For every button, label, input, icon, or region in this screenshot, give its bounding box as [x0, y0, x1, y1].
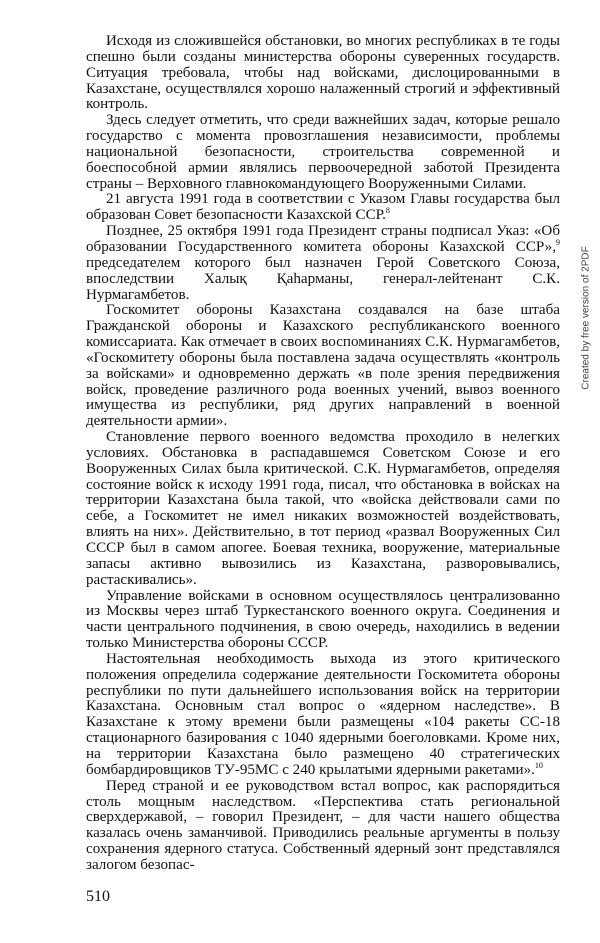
paragraph: Перед страной и ее руководством встал вопрос, как распорядиться столь мощным наследством. «Перспектива стать региональной сверхдержавой, – говорил Президент, – для части нашего общества казалась очень заманчивой. Приводились реальные аргументы в пользу сохранения ядерного статуса. Собственный ядерный зонт представлялся залогом безопас-: [86, 777, 560, 873]
paragraph: Позднее, 25 октября 1991 года Президент страны подписал Указ: «Об образовании Государственного комитета обороны Казахской ССР»,$^9$ председателем которого был назначен Герой Советского Союза, впоследствии Халық Қаһарманы, генерал-лейтенант С.К. Нурмагамбетов.: [86, 223, 560, 303]
watermark: Created by free version of 2PDF: [580, 246, 592, 390]
paragraph: Настоятельная необходимость выхода из этого критического положения определила содержание деятельности Госкомитета обороны республики по пути дальнейшего использования войск на территории Казахстана. Основным стал вопрос о «ядерном наследстве». В Казахстане к этому времени были размещены «104 ракеты СС-18 стационарного базирования с 1040 ядерными боеголовками. Кроме них, на территории Казахстана было размещено 40 стратегических бомбардировщиков ТУ-95МС с 240 крылатыми ядерными ракетами».$^{10}$: [86, 650, 560, 778]
paragraph: 21 августа 1991 года в соответствии с Указом Главы государства был образован Совет безопасности Казахской ССР.$^8$: [86, 191, 560, 224]
paragraph: Управление войсками в основном осуществлялось централизованно из Москвы через штаб Туркестанского военного округа. Соединения и части центрального подчинения, в свою очередь, находились в ведении только Министерства обороны СССР.: [86, 587, 560, 652]
page-number: 510: [86, 888, 110, 905]
footnote-marker: 10: [534, 760, 543, 770]
paragraph: Исходя из сложившейся обстановки, во многих республиках в те годы спешно были созданы министерства обороны суверенных государств. Ситуация требовала, чтобы над войсками, дислоцированными в Казахстане, осуществлялся хорошо налаженный строгий и эффективный контроль.: [86, 33, 560, 113]
paragraph: Госкомитет обороны Казахстана создавался на базе штаба Гражданской обороны и Казахского республиканского военного комиссариата. Как отмечает в своих воспоминаниях С.К. Нурмагамбетов, «Госкомитету обороны была поставлена задача осуществлять «контроль за войсками» и одновременно держать «в поле зрения передвижения войск, проведение различного рода военных учений, вывоз военного имущества из республики, ряд других направлений в военной деятельности армии».: [86, 302, 560, 430]
footnote-marker: 8: [385, 206, 390, 216]
page-body: [86, 34, 560, 874]
footnote-marker: 9: [556, 237, 560, 247]
paragraph: Становление первого военного ведомства проходило в нелегких условиях. Обстановка в распадавшемся Советском Союзе и его Вооруженных Силах была критической. С.К. Нурмагамбетов, определяя состояние войск к исходу 1991 года, писал, что обстановка в войсках на территории Казахстана была такой, что «войска действовали сами по себе, а Госкомитет не имел никаких возможностей воздействовать, влиять на них». Действительно, в тот период «развал Вооруженных Сил СССР был в самом апогее. Боевая техника, вооружение, материальные запасы активно вывозились из Казахстана, разворовывались, растаскивались».: [86, 429, 560, 588]
paragraph: Здесь следует отметить, что среди важнейших задач, которые решало государство с момента провозглашения независимости, проблемы национальной безопасности, строительства современной и боеспособной армии являлись первоочередной заботой Президента страны – Верховного главнокомандующего Вооруженными Силами.: [86, 112, 560, 192]
